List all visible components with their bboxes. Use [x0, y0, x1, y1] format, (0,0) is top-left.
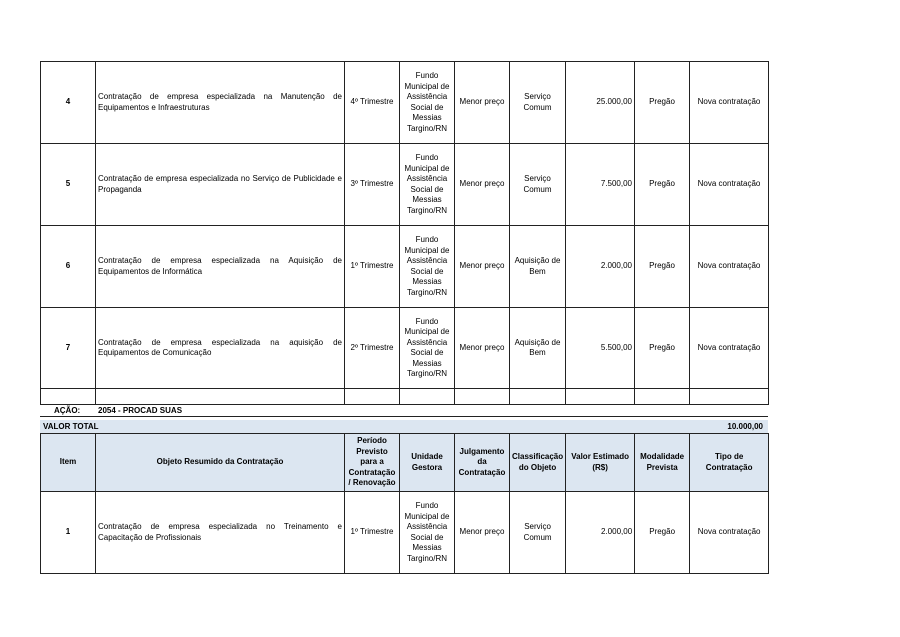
contract-type: Nova contratação: [690, 308, 769, 389]
empty-row: [41, 389, 769, 405]
total-label: VALOR TOTAL: [43, 422, 99, 431]
procurement-table-top: [40, 61, 769, 405]
empty-cell: [566, 389, 635, 405]
empty-cell: [96, 389, 345, 405]
header-item: Item: [41, 434, 96, 492]
judgment: Menor preço: [455, 144, 510, 226]
object-description: Contratação de empresa especializada na Manutenção de Equipamentos e Infraestruturas: [96, 62, 345, 144]
empty-cell: [41, 389, 96, 405]
classification: Serviço Comum: [510, 144, 566, 226]
contract-type: Nova contratação: [690, 492, 769, 574]
modality: Pregão: [635, 492, 690, 574]
header-classification: Classificação do Objeto: [510, 434, 566, 492]
estimated-value: 2.000,00: [566, 492, 635, 574]
period: 1º Trimestre: [345, 226, 400, 308]
managing-unit: Fundo Municipal de Assistência Social de Messias Targino/RN: [400, 144, 455, 226]
item-number: 5: [41, 144, 96, 226]
action-value: 2054 - PROCAD SUAS: [98, 406, 183, 415]
classification: Aquisição de Bem: [510, 308, 566, 389]
header-object: Objeto Resumido da Contratação: [96, 434, 345, 492]
classification: Serviço Comum: [510, 492, 566, 574]
table-row: [41, 144, 769, 226]
period: 2º Trimestre: [345, 308, 400, 389]
empty-cell: [635, 389, 690, 405]
managing-unit: Fundo Municipal de Assistência Social de Messias Targino/RN: [400, 492, 455, 574]
object-description: Contratação de empresa especializada no Serviço de Publicidade e Propaganda: [96, 144, 345, 226]
total-value-row: [40, 420, 768, 433]
header-value: Valor Estimado (R$): [566, 434, 635, 492]
table-row: [41, 226, 769, 308]
header-judgment: Julgamento da Contratação: [455, 434, 510, 492]
estimated-value: 2.000,00: [566, 226, 635, 308]
managing-unit: Fundo Municipal de Assistência Social de Messias Targino/RN: [400, 308, 455, 389]
table-row: [41, 308, 769, 389]
estimated-value: 25.000,00: [566, 62, 635, 144]
period: 3º Trimestre: [345, 144, 400, 226]
item-number: 1: [41, 492, 96, 574]
empty-cell: [345, 389, 400, 405]
header-modality: Modalidade Prevista: [635, 434, 690, 492]
estimated-value: 5.500,00: [566, 308, 635, 389]
table-row: [41, 62, 769, 144]
estimated-value: 7.500,00: [566, 144, 635, 226]
empty-cell: [455, 389, 510, 405]
empty-cell: [510, 389, 566, 405]
managing-unit: Fundo Municipal de Assistência Social de Messias Targino/RN: [400, 226, 455, 308]
divider: [40, 416, 768, 417]
object-description: Contratação de empresa especializada na Aquisição de Equipamentos de Informática: [96, 226, 345, 308]
classification: Aquisição de Bem: [510, 226, 566, 308]
item-number: 4: [41, 62, 96, 144]
classification: Serviço Comum: [510, 62, 566, 144]
judgment: Menor preço: [455, 308, 510, 389]
header-row: [41, 434, 769, 492]
table-row: [41, 492, 769, 574]
judgment: Menor preço: [455, 226, 510, 308]
header-unit: Unidade Gestora: [400, 434, 455, 492]
period: 4º Trimestre: [345, 62, 400, 144]
action-label: AÇÃO:: [54, 406, 81, 415]
empty-cell: [690, 389, 769, 405]
action-row: [40, 405, 768, 416]
modality: Pregão: [635, 144, 690, 226]
contract-type: Nova contratação: [690, 144, 769, 226]
contract-type: Nova contratação: [690, 226, 769, 308]
header-type: Tipo de Contratação: [690, 434, 769, 492]
judgment: Menor preço: [455, 62, 510, 144]
managing-unit: Fundo Municipal de Assistência Social de Messias Targino/RN: [400, 62, 455, 144]
modality: Pregão: [635, 226, 690, 308]
header-period: Período Previsto para a Contratação / Renovação: [345, 434, 400, 492]
procurement-table-bottom: [40, 433, 769, 574]
object-description: Contratação de empresa especializada na aquisição de Equipamentos de Comunicação: [96, 308, 345, 389]
modality: Pregão: [635, 308, 690, 389]
period: 1º Trimestre: [345, 492, 400, 574]
contract-type: Nova contratação: [690, 62, 769, 144]
judgment: Menor preço: [455, 492, 510, 574]
total-value: 10.000,00: [727, 422, 763, 431]
object-description: Contratação de empresa especializada no Treinamento e Capacitação de Profissionais: [96, 492, 345, 574]
item-number: 6: [41, 226, 96, 308]
empty-cell: [400, 389, 455, 405]
modality: Pregão: [635, 62, 690, 144]
item-number: 7: [41, 308, 96, 389]
